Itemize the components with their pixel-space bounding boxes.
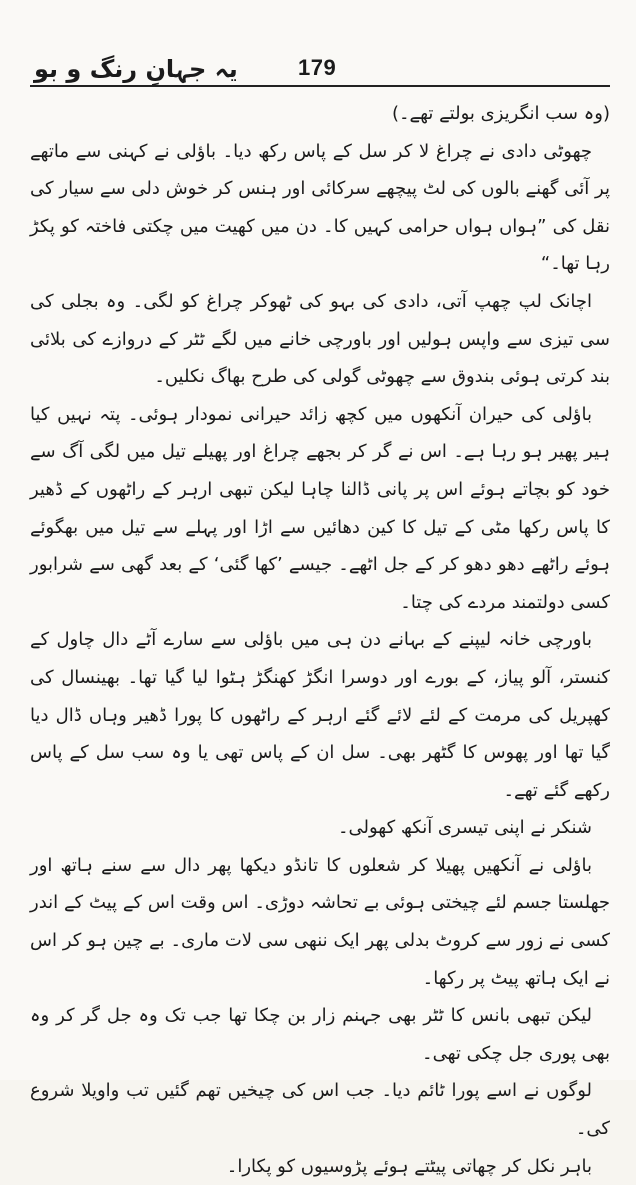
paragraph: اچانک لپ چھپ آتی، دادی کی بہو کی ٹھوکر چراغ کو لگی۔ وہ بجلی کی سی تیزی سے واپس ہولیں اور باورچی خانے میں لگے ٹٹر کے دروازے کی بلائی بند کرتی ہوئی بندوق سے چھوٹی گولی کی طرح بھاگ نکلیں۔ [30, 290, 610, 388]
paragraph: باؤلی کی حیران آنکھوں میں کچھ زائد حیرانی نمودار ہوئی۔ پتہ نہیں کیا ہیر پھیر ہو رہا ہے۔ اس نے گر کر بجھے چراغ اور پھیلے تیل میں لگی آگ سے خود کو بچاتے ہوئے اس پر پانی ڈالنا چاہا لیکن تبھی ارہر کے راٹھوں کے ڈھیر کا پاس رکھا مٹی کے تیل کا کین دھائیں سے اڑا اور پہلے سے تیل میں بھگوئے ہوئے راٹھے دھو دھو کر کے جل اٹھے۔ جیسے ’کھا گئی‘ کے بعد گھی سے شرابور کسی دولتمند مردے کی چتا۔ [30, 403, 610, 613]
paragraph: لیکن تبھی بانس کا ٹٹر بھی جہنم زار بن چکا تھا جب تک وہ جل گر کر وہ بھی پوری جل چکی تھی۔ [30, 1005, 610, 1064]
paragraph: باہر نکل کر چھاتی پیٹتے ہوئے پڑوسیوں کو پکارا۔ [226, 1155, 592, 1177]
page-header [0, 0, 636, 90]
paragraph: لوگوں نے اسے پورا ٹائم دیا۔ جب اس کی چیخیں تھم گئیں تب واویلا شروع کی۔ [30, 1080, 610, 1140]
page-number: 179 [298, 55, 337, 80]
body-text [30, 95, 610, 1177]
paragraph: (وہ سب انگریزی بولتے تھے۔) [391, 103, 610, 124]
paragraph: باورچی خانہ لیپنے کے بہانے دن ہی میں باؤلی سے سارے آٹے دال چاول کے کنستر، آلو پیاز، کے بورے اور دوسرا انگڑ کھنگڑ ہٹوا لیا گیا تھا۔ بھینسال کی کھپریل کی مرمت کے لئے لائے گئے ارہر کے راٹھوں کا پورا ڈھیر وہاں ڈال دیا گیا تھا اور پھوس کا گٹھر بھی۔ سل ان کے پاس تھی یا وہ سب سل کے پاس رکھے گئے تھے۔ [30, 629, 610, 801]
paragraph: چھوٹی دادی نے چراغ لا کر سل کے پاس رکھ دیا۔ باؤلی نے کہنی سے ماتھے پر آئی گھنے بالوں کی لٹ پیچھے سرکائی اور ہنس کر خوش دلی سے سیار کی نقل کی ”ہواں ہواں حرامی کہیں کا۔ دن میں کھیت میں چکتی فاختہ کو پکڑ رہا تھا۔“ [30, 140, 610, 275]
paragraph: باؤلی نے آنکھیں پھیلا کر شعلوں کا تانڈو دیکھا پھر دال سے سنے ہاتھ اور جھلستا جسم لئے چیختی ہوئی بے تحاشہ دوڑی۔ اس وقت اس کے پیٹ کے اندر کسی نے زور سے کروٹ بدلی پھر ایک ننھی سی لات ماری۔ بے چین ہو کر اس نے ایک ہاتھ پیٹ پر رکھا۔ [30, 854, 610, 989]
running-title: یہ جہانِ رنگ و بو [34, 55, 238, 83]
header-rule [30, 85, 610, 87]
paragraph: شنکر نے اپنی تیسری آنکھ کھولی۔ [337, 817, 592, 839]
